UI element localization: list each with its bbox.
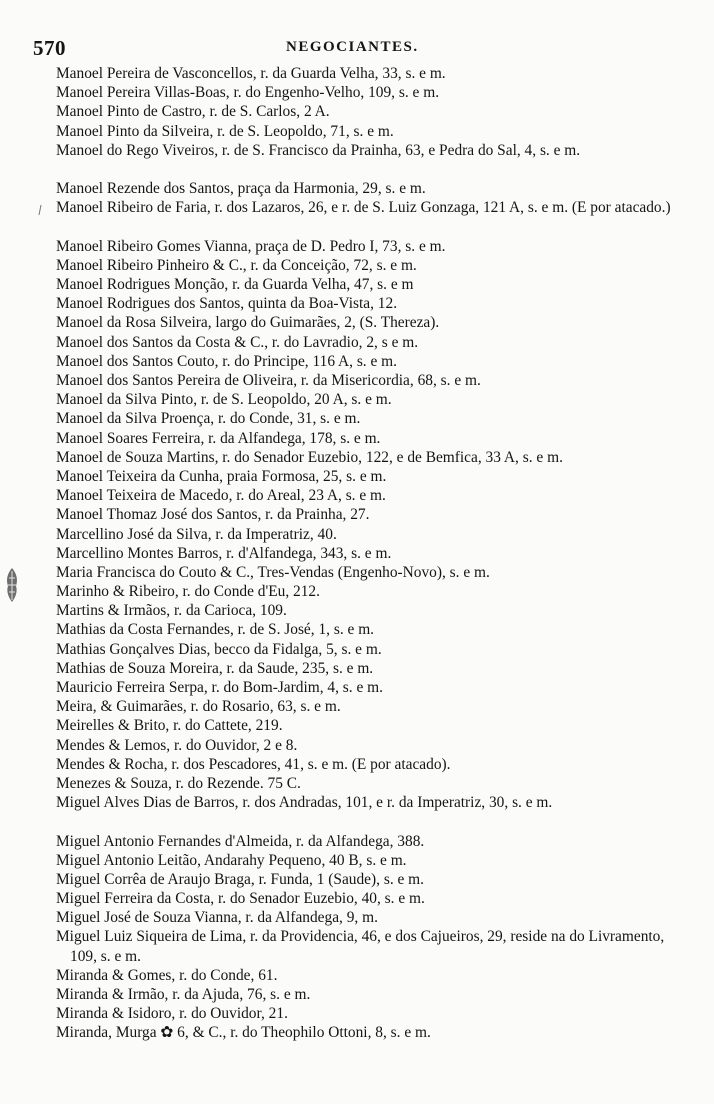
list-item: Manoel dos Santos Couto, r. do Principe, 116 A, s. e m. (56, 352, 398, 370)
list-item: Miguel Ferreira da Costa, r. do Senador Euzebio, 40, s. e m. (56, 890, 425, 908)
running-title: NEGOCIANTES. (286, 39, 419, 55)
list-item: Mauricio Ferreira Serpa, r. do Bom-Jardim, 4, s. e m. (56, 679, 383, 697)
list-item: Marcellino Montes Barros, r. d'Alfandega, 343, s. e m. (56, 544, 392, 562)
list-item: Marinho & Ribeiro, r. do Conde d'Eu, 212. (56, 583, 320, 601)
list-item: Manoel de Souza Martins, r. do Senador Euzebio, 122, e de Bemfica, 33 A, s. e m. (56, 448, 563, 466)
list-item: Marcellino José da Silva, r. da Imperatriz, 40. (56, 525, 337, 543)
list-item: Mendes & Lemos, r. do Ouvidor, 2 e 8. (56, 736, 298, 754)
list-item: Miguel Corrêa de Araujo Braga, r. Funda, 1 (Saude), s. e m. (56, 870, 425, 888)
list-item: Mathias Gonçalves Dias, becco da Fidalga, 5, s. e m. (56, 640, 382, 658)
page-number: 570 (33, 36, 66, 60)
list-item: Miguel Luiz Siqueira de Lima, r. da Providencia, 46, e dos Cajueiros, 29, reside na do Livramento, 109, s. e m. (56, 928, 665, 965)
list-item: Miguel Antonio Leitão, Andarahy Pequeno, 40 B, s. e m. (56, 851, 407, 869)
list-item: Miranda & Irmão, r. da Ajuda, 76, s. e m. (56, 986, 311, 1004)
list-item: Manoel Soares Ferreira, r. da Alfandega, 178, s. e m. (56, 429, 381, 447)
list-item: Miranda & Isidoro, r. do Ouvidor, 21. (56, 1005, 288, 1023)
list-item: Manoel Teixeira de Macedo, r. do Areal, 23 A, s. e m. (56, 487, 386, 505)
list-item: Manoel da Rosa Silveira, largo do Guimarães, 2, (S. Thereza). (56, 314, 440, 332)
list-item: Manoel Thomaz José dos Santos, r. da Prainha, 27. (56, 506, 370, 524)
list-item: Manoel do Rego Viveiros, r. de S. Francisco da Prainha, 63, e Pedra do Sal, 4, s. e m. (56, 141, 581, 159)
list-item: Manoel Ribeiro Pinheiro & C., r. da Conceição, 72, s. e m. (56, 256, 417, 274)
list-item: Miguel Antonio Fernandes d'Almeida, r. da Alfandega, 388. (56, 832, 425, 850)
list-item: Manoel Rodrigues dos Santos, quinta da Boa-Vista, 12. (56, 295, 398, 313)
list-item: Mathias da Costa Fernandes, r. de S. José, 1, s. e m. (56, 621, 375, 639)
list-item: Manoel dos Santos da Costa & C., r. do Lavradio, 2, s e m. (56, 333, 419, 351)
list-item: Miguel José de Souza Vianna, r. da Alfandega, 9, m. (56, 909, 378, 927)
list-item: Manoel Pereira de Vasconcellos, r. da Guarda Velha, 33, s. e m. (56, 65, 446, 82)
list-item: Miguel Alves Dias de Barros, r. dos Andradas, 101, e r. da Imperatriz, 30, s. e m. (56, 794, 553, 812)
list-item: Miranda & Gomes, r. do Conde, 61. (56, 966, 278, 984)
list-item: Miranda, Murga ✿ 6, & C., r. do Theophilo Ottoni, 8, s. e m. (56, 1024, 431, 1042)
list-item: Manoel da Silva Proença, r. do Conde, 31, s. e m. (56, 410, 361, 428)
list-item: Manoel Ribeiro Gomes Vianna, praça de D. Pedro I, 73, s. e m. (56, 237, 446, 255)
list-item: Mendes & Rocha, r. dos Pescadores, 41, s. e m. (E por atacado). (56, 755, 451, 773)
list-item: Mathias de Souza Moreira, r. da Saude, 235, s. e m. (56, 659, 374, 677)
list-item: Manoel Pereira Villas-Boas, r. do Engenho-Velho, 109, s. e m. (56, 84, 440, 102)
margin-tick-mark (38, 205, 42, 215)
page-header (33, 36, 673, 64)
list-item: Manoel Teixeira da Cunha, praia Formosa, 25, s. e m. (56, 467, 387, 485)
merchant-list (56, 64, 684, 1043)
list-item: Meirelles & Brito, r. do Cattete, 219. (56, 717, 283, 735)
list-item: Manoel Rodrigues Monção, r. da Guarda Velha, 47, s. e m (56, 276, 414, 294)
list-item: Manoel da Silva Pinto, r. de S. Leopoldo, 20 A, s. e m. (56, 391, 392, 409)
list-item: Maria Francisca do Couto & C., Tres-Vendas (Engenho-Novo), s. e m. (56, 563, 490, 581)
list-item: Manoel Ribeiro de Faria, r. dos Lazaros, 26, e r. de S. Luiz Gonzaga, 121 A, s. e m. (E por atacado.) (56, 199, 671, 217)
list-item: Menezes & Souza, r. do Rezende. 75 C. (56, 774, 301, 792)
list-item: Manoel Rezende dos Santos, praça da Harmonia, 29, s. e m. (56, 180, 426, 198)
list-item: Martins & Irmãos, r. da Carioca, 109. (56, 602, 287, 620)
margin-ornament-icon (4, 566, 20, 604)
list-item: Manoel Pinto de Castro, r. de S. Carlos, 2 A. (56, 103, 330, 121)
list-item: Manoel dos Santos Pereira de Oliveira, r. da Misericordia, 68, s. e m. (56, 372, 481, 390)
list-item: Manoel Pinto da Silveira, r. de S. Leopoldo, 71, s. e m. (56, 122, 394, 140)
list-item: Meira, & Guimarães, r. do Rosario, 63, s. e m. (56, 698, 341, 716)
